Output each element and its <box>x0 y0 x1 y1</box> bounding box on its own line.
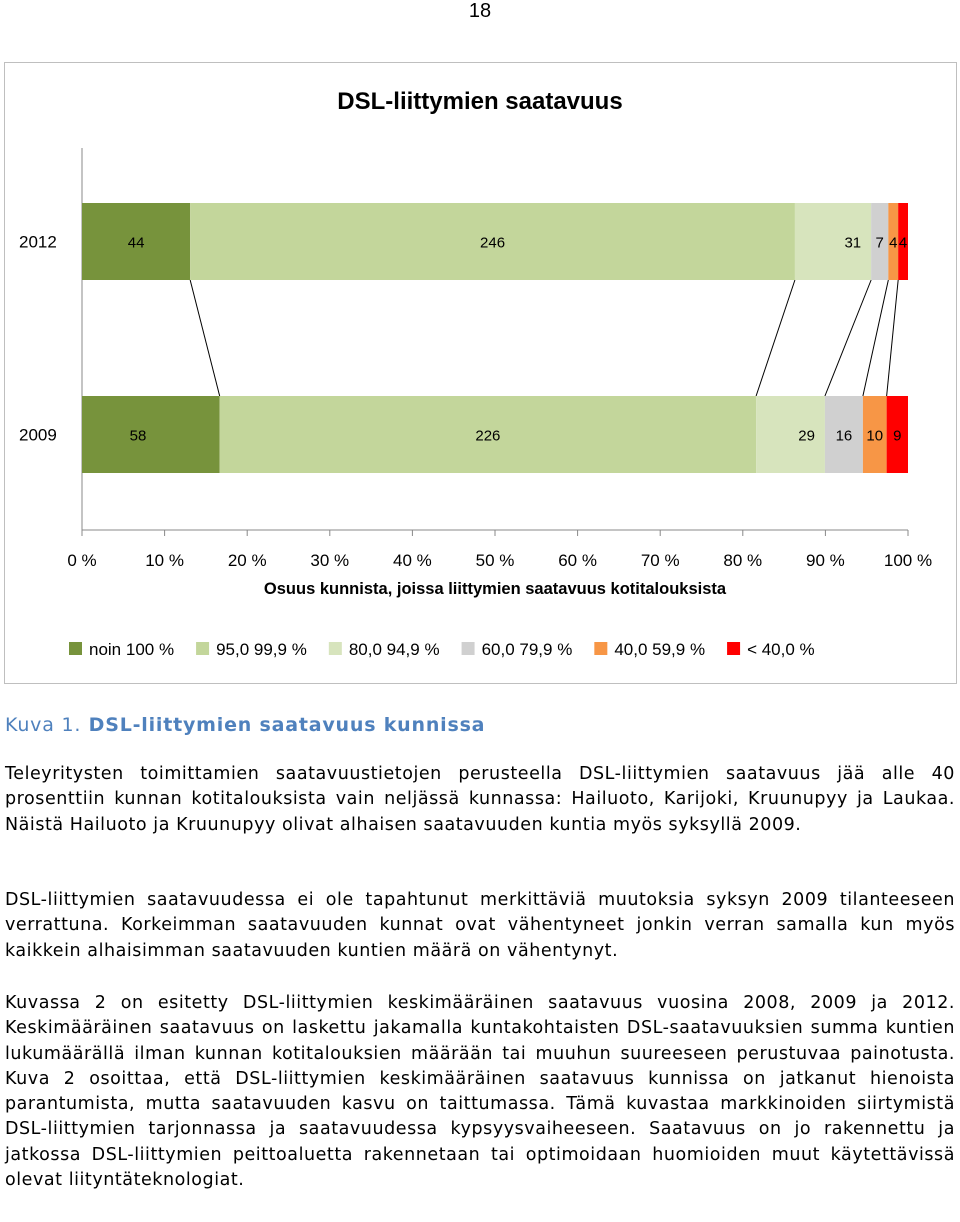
x-tick-label: 70 % <box>640 551 680 570</box>
legend-label: noin 100 % <box>89 640 175 659</box>
stacked-bar-chart <box>5 63 956 683</box>
paragraph-2 <box>5 888 955 964</box>
chart-title: DSL-liittymien saatavuus <box>337 88 623 115</box>
legend-swatch <box>462 642 475 655</box>
data-label: 10 <box>866 427 884 445</box>
data-label: 4 <box>898 234 908 252</box>
series-line <box>825 280 871 396</box>
legend-swatch <box>727 642 740 655</box>
x-tick-label: 40 % <box>393 551 432 570</box>
legend-label: 60,0 79,9 % <box>481 640 573 659</box>
series-line <box>887 280 899 396</box>
x-tick-label: 100 % <box>883 551 933 570</box>
x-tick-label: 20 % <box>227 551 267 570</box>
caption-title: DSL-liittymien saatavuus kunnissa <box>88 714 486 736</box>
paragraph-text: DSL-liittymien saatavuudessa ei ole tapahtunut merkittäviä muutoksia syksyn 2009 tilanteeseen verrattuna. Korkeimman saatavuuden kunnat ovat vähentyneet jonkin verran samalla kun myös kaikkein alhaisimman saatavuuden kuntien määrä on vähentynyt. <box>5 890 955 961</box>
x-tick-label: 80 % <box>723 551 763 570</box>
paragraph-3 <box>5 991 955 1193</box>
x-tick-label: 30 % <box>310 551 350 570</box>
category-label: 2009 <box>19 425 57 445</box>
paragraph-text: Teleyritysten toimittamien saatavuustietojen perusteella DSL-liittymien saatavuus jää alle 40 prosenttiin kunnan kotitalouksista vain neljässä kunnassa: Hailuoto, Karijoki, Kruunupyy ja Laukaa. Näistä Hailuoto ja Kruunupyy olivat alhaisen saatavuuden kuntia myös syksyllä 2009. <box>5 764 955 835</box>
x-axis-label: Osuus kunnista, joissa liittymien saatavuus kotitalouksista <box>263 580 727 598</box>
legend-label: 40,0 59,9 % <box>614 640 706 659</box>
paragraph-text: Kuvassa 2 on esitetty DSL-liittymien keskimääräinen saatavuus vuosina 2008, 2009 ja 2012. Keskimääräinen saatavuus on laskettu jakamalla kuntakohtaisten DSL-saatavuuksien summa kuntien lukumäärällä ilman kunnan kotitalouksien määrään tai muuhun suureeseen perustuvaa painotusta. Kuva 2 osoittaa, että DSL-liittymien keskimääräinen saatavuus kunnissa on jatkanut hienoista parantumista, mutta saatavuuden kasvu on taittumassa. Tämä kuvastaa markkinoiden siirtymistä DSL-liittymien tarjonnassa ja saatavuudessa kypsyysvaiheeseen. Saatavuus on jo rakennettu ja jatkossa DSL-liittymien peittoaluetta rakennetaan tai optimoidaan huomioiden muut käytettävissä olevat liityntäteknologiat. <box>5 993 955 1191</box>
legend-label: 95,0 99,9 % <box>216 640 307 659</box>
data-label: 16 <box>835 427 853 445</box>
data-label: 7 <box>875 234 884 252</box>
legend-swatch <box>329 642 342 655</box>
x-tick-label: 60 % <box>558 551 597 570</box>
legend-swatch <box>69 642 82 655</box>
series-line <box>756 280 795 396</box>
x-tick-label: 10 % <box>145 551 184 570</box>
category-label: 2012 <box>19 232 57 252</box>
paragraph-1 <box>5 762 955 838</box>
legend-swatch <box>196 642 209 655</box>
page-number: 18 <box>468 0 492 22</box>
legend-swatch <box>594 642 607 655</box>
legend-label: 80,0 94,9 % <box>348 640 440 659</box>
data-label: 44 <box>127 234 145 252</box>
chart-frame <box>4 62 957 684</box>
data-label: 246 <box>480 234 506 252</box>
data-label: 31 <box>844 234 862 252</box>
data-label: 29 <box>798 427 815 445</box>
data-label: 226 <box>475 427 501 445</box>
x-tick-label: 50 % <box>475 551 515 570</box>
series-line <box>190 280 220 396</box>
data-label: 58 <box>129 427 147 445</box>
figure-caption <box>5 714 485 736</box>
series-line <box>863 280 888 396</box>
legend-label: < 40,0 % <box>747 640 815 659</box>
data-label: 9 <box>893 427 902 445</box>
x-tick-label: 90 % <box>806 551 845 570</box>
caption-number: Kuva 1. <box>5 714 82 736</box>
data-label: 4 <box>889 234 898 252</box>
bar-segment <box>82 396 220 473</box>
x-tick-label: 0 % <box>67 551 97 570</box>
